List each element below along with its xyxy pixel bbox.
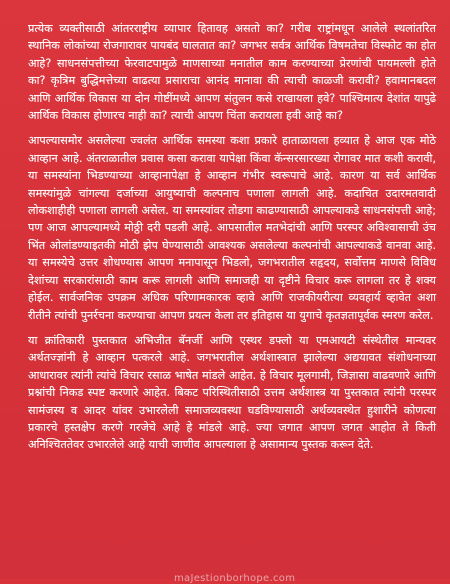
blurb-paragraph-2: आपल्यासमोर असलेल्या ज्वलंत आर्थिक समस्या कशा प्रकारे हाताळायला हव्यात हे आज एक मोठे आव्हान आहे. अंतराळातील प्रवास कसा करावा यापेक्षा किंवा कॅन्सरसारख्या रोगावर मात कशी करावी, या समस्यांना भिडण्याच्या आव्हानापेक्षा हे आव्हान गंभीर स्वरूपाचे आहे. कारण या सर्व आर्थिक समस्यांमुळे चांगल्या दर्जाच्या आयुष्याची कल्पनाच पणाला लागली आहे. कदाचित उदारमतवादी लोकशाहीही पणाला लागली असेल. या समस्यांवर तोडगा काढण्यासाठी आपल्याकडे साधनसंपत्ती आहे; पण आज आपल्यामध्ये मोठ्ठी दरी पडली आहे. आपसातील मतभेदांची आणि परस्पर अविश्वासाची उंच भिंत ओलांडण्याइतकी मोठी झेप घेण्यासाठी आवश्यक असलेल्या कल्पनांची आपल्याकडे वानवा आहे. या समस्येचे उत्तर शोधण्यास आपण मनापासून भिडलो, जगभरातील सहृदय, सर्वोत्तम माणसे विविध देशांच्या सरकारांसाठी काम करू लागली आणि समाजही या दृष्टीने विचार करू लागला तर हे शक्य होईल. सार्वजनिक उपक्रम अधिक परिणामकारक व्हावे आणि राजकीयरीत्या व्यवहार्य व्हावेत अशा रीतीने त्यांची पुनर्रचना करण्याचा आपण प्रयत्न केला तर इतिहास या युगाचे कृतज्ञतापूर्वक स्मरण करेल. (28, 134, 436, 322)
blurb-paragraph-1: प्रत्येक व्यक्तीसाठी आंतरराष्ट्रीय व्यापार हितावह असतो का? गरीब राष्ट्रांमधून आलेले स्थलांतरित स्थानिक लोकांच्या रोजगारावर पायबंद घालतात का? जगभर सर्वत्र आर्थिक विषमतेचा विस्फोट का होत आहे? साधनसंपत्तीच्या फेरवाटपामुळे माणसाच्या मनातील काम करण्याच्या प्रेरणांची पायमल्ली होते का? कृत्रिम बुद्धिमत्तेच्या वाढत्या प्रसाराचा आनंद मानावा की त्याची काळजी करावी? हवामानबदल आणि आर्थिक विकास या दोन गोष्टींमध्ये आपण संतुलन कसे राखायला हवे? पाश्चिमात्य देशांत यापुढे आर्थिक विकास होणारच नाही का? त्याची आपण चिंता करायला हवी आहे का? (28, 22, 436, 123)
blurb-paragraph-3: या क्रांतिकारी पुस्तकात अभिजीत बॅनर्जी आणि एस्थर डफ्लो या एमआयटी संस्थेतील मान्यवर अर्थतज्ज्ञांनी हे आव्हान पत्करले आहे. जगभरातील अर्थशास्त्रात झालेल्या अद्ययावत संशोधनाच्या आधारावर त्यांनी त्यांचे विचार रसाळ भाषेत मांडले आहेत. हे विचार मूलगामी, जिज्ञासा वाढवणारे आणि प्रश्नांची निकड स्पष्ट करणारे आहेत. बिकट परिस्थितीसाठी उत्तम अर्थशास्त्र या पुस्तकात त्यांनी परस्पर सामंजस्य व आदर यांवर उभारलेली समाजव्यवस्था घडविण्यासाठी अर्थव्यवस्थेत हुशारीने कोणत्या प्रकारचे हस्तक्षेप करणे गरजेचे आहे हे मांडले आहे. ज्या जगात आपण जगत आहोत ते किती अनिश्चिततेवर उभारलेले आहे याची जाणीव आपल्याला हे असामान्य पुस्तक करून देते. (28, 333, 436, 452)
site-watermark: maJestionborhope.com (174, 573, 296, 584)
